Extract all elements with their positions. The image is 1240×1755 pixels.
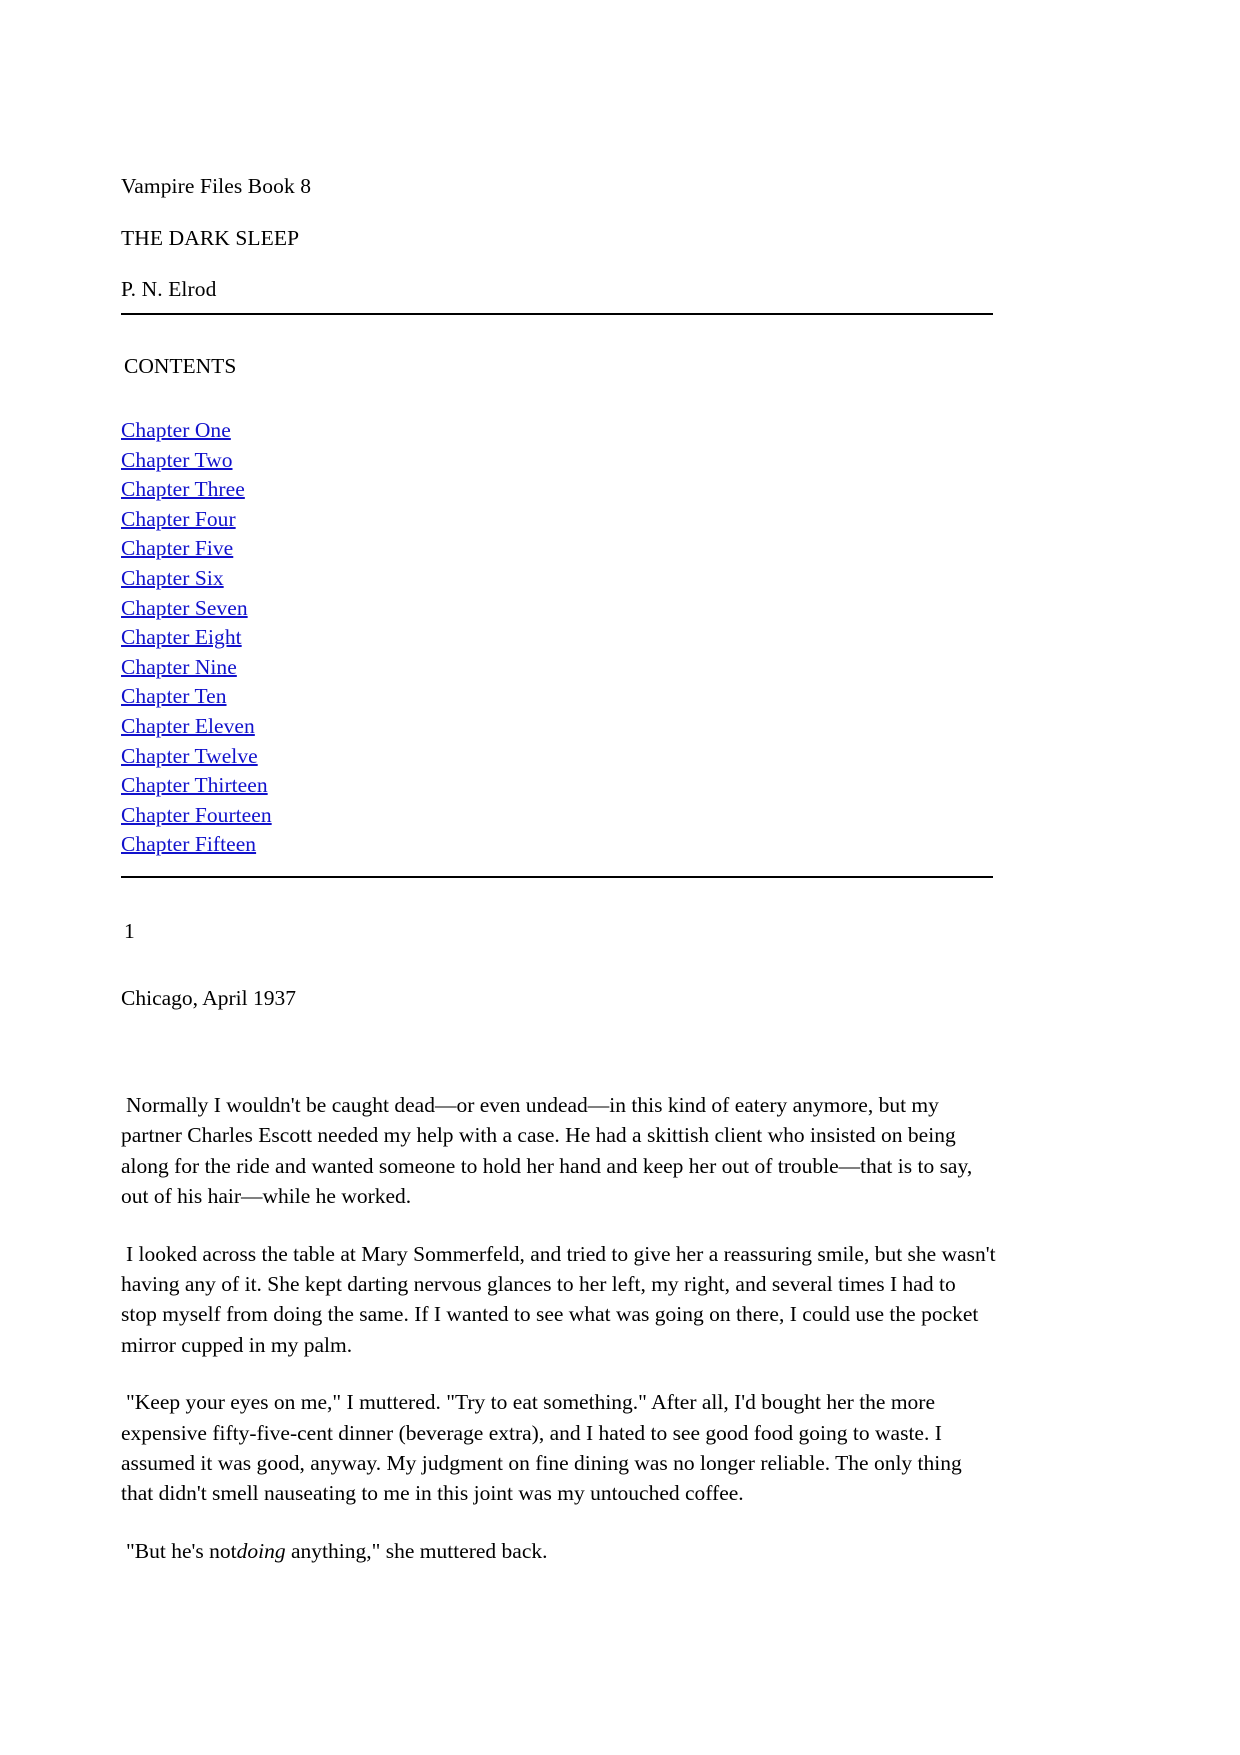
emphasized-word: doing	[236, 1538, 286, 1563]
list-item	[121, 713, 996, 743]
author-name: P. N. Elrod	[121, 277, 217, 301]
list-item	[121, 831, 996, 861]
toc-link-chapter-eight[interactable]: Chapter Eight	[121, 625, 242, 650]
list-item	[121, 654, 996, 684]
list-item	[121, 476, 996, 506]
chapter-dateline: Chicago, April 1937	[121, 986, 296, 1011]
body-paragraph-4	[121, 1536, 996, 1566]
list-item	[121, 417, 996, 447]
list-item	[121, 624, 996, 654]
list-item	[121, 535, 996, 565]
toc-link-chapter-seven[interactable]: Chapter Seven	[121, 595, 248, 620]
book-title: THE DARK SLEEP	[121, 225, 300, 250]
toc-link-chapter-one[interactable]: Chapter One	[121, 418, 231, 442]
dialogue-text-after-emphasis: anything," she muttered back.	[285, 1538, 548, 1563]
body-paragraph-3: "Keep your eyes on me," I muttered. "Try to eat something." After all, I'd bought her the more expensive fifty-five-cent dinner (beverage extra), and I hated to see good food going to waste. I assumed it was good, anyway. My judgment on fine dining was no longer reliable. The only thing that didn't smell nauseating to me in this joint was my untouched coffee.	[121, 1390, 962, 1506]
list-item	[121, 447, 996, 477]
toc-link-chapter-fourteen[interactable]: Chapter Fourteen	[121, 802, 272, 827]
series-label: Vampire Files Book 8	[121, 174, 312, 198]
toc-link-chapter-thirteen[interactable]: Chapter Thirteen	[121, 773, 268, 798]
body-paragraph-1: Normally I wouldn't be caught dead—or even undead—in this kind of eatery anymore, but my partner Charles Escott needed my help with a case. He had a skittish client who insisted on being along for the ride and wanted someone to hold her hand and keep her out of trouble—that is to say, out of his hair—while he worked.	[121, 1092, 973, 1209]
horizontal-rule-top	[121, 313, 993, 315]
list-item	[121, 565, 996, 595]
list-item	[121, 506, 996, 536]
toc-link-chapter-three[interactable]: Chapter Three	[121, 477, 245, 502]
toc-link-chapter-fifteen[interactable]: Chapter Fifteen	[121, 832, 257, 857]
toc-link-chapter-twelve[interactable]: Chapter Twelve	[121, 743, 258, 768]
toc-link-chapter-nine[interactable]: Chapter Nine	[121, 654, 237, 679]
toc-link-chapter-two[interactable]: Chapter Two	[121, 447, 233, 472]
horizontal-rule-bottom-wrap	[121, 876, 996, 878]
list-item	[121, 595, 996, 625]
list-item	[121, 683, 996, 713]
chapter-number: 1	[124, 918, 135, 943]
list-item	[121, 802, 996, 832]
toc-link-chapter-five[interactable]: Chapter Five	[121, 536, 234, 561]
document-content	[121, 176, 996, 1566]
toc-link-chapter-ten[interactable]: Chapter Ten	[121, 684, 227, 709]
toc-link-chapter-four[interactable]: Chapter Four	[121, 506, 236, 531]
list-item	[121, 772, 996, 802]
table-of-contents	[121, 417, 996, 861]
horizontal-rule-bottom	[121, 876, 993, 878]
chapter-body	[121, 1090, 996, 1566]
body-paragraph-2: I looked across the table at Mary Sommerfeld, and tried to give her a reassuring smile, but she wasn't having any of it. She kept darting nervous glances to her left, my right, and several times I had to stop myself from doing the same. If I wanted to see what was going on there, I could use the pocket mirror cupped in my palm.	[121, 1241, 996, 1357]
list-item	[121, 743, 996, 773]
contents-heading: CONTENTS	[124, 353, 237, 378]
toc-link-chapter-eleven[interactable]: Chapter Eleven	[121, 713, 255, 738]
toc-link-chapter-six[interactable]: Chapter Six	[121, 565, 224, 590]
dialogue-text-before-emphasis: "But he's not	[126, 1538, 237, 1563]
